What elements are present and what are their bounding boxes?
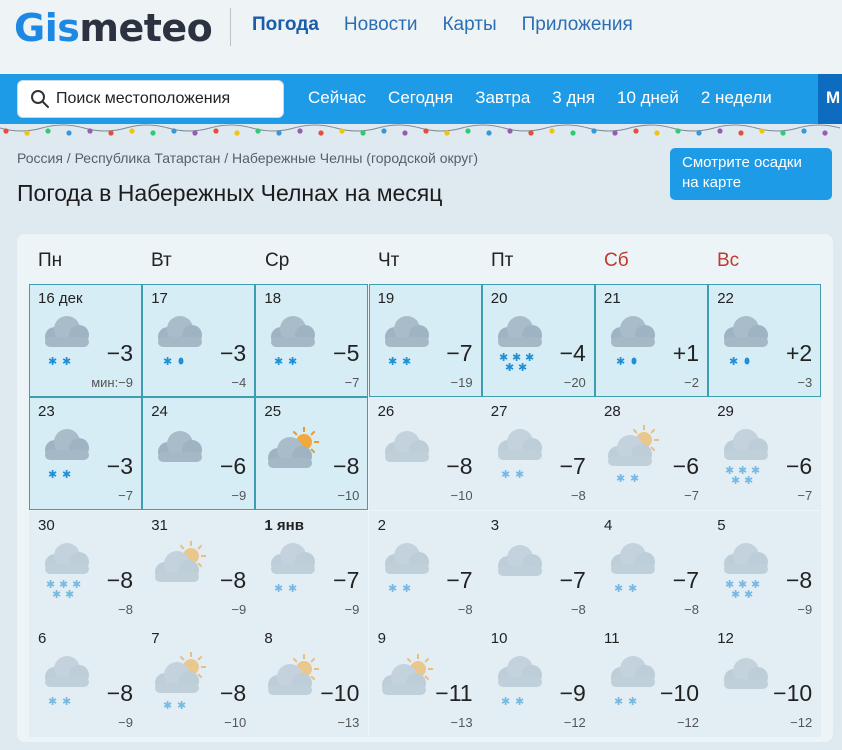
nav-weather-link[interactable]: Погода <box>252 14 319 35</box>
day-min-temp: −4 <box>231 375 247 390</box>
day-max-temp: −10 <box>773 679 813 706</box>
svg-text:✱: ✱ <box>177 698 187 712</box>
day-cell[interactable] <box>369 624 482 737</box>
day-cell[interactable] <box>708 511 821 624</box>
day-max-temp: −7 <box>559 453 586 480</box>
day-min-temp: −10 <box>450 488 473 504</box>
day-date: 11 <box>604 629 620 647</box>
day-cell[interactable] <box>595 624 708 737</box>
day-date: 16 дек <box>38 290 83 307</box>
svg-text:✱: ✱ <box>62 694 72 708</box>
partly-cloudy-snow-icon <box>147 647 213 717</box>
svg-text:✱: ✱ <box>751 577 761 591</box>
day-date: 28 <box>604 403 621 421</box>
cloud-heavy-snow-icon <box>34 534 100 604</box>
day-cell[interactable] <box>482 397 595 510</box>
day-cell[interactable] <box>708 397 821 510</box>
day-min-temp: −8 <box>570 488 586 504</box>
svg-text:✱: ✱ <box>744 474 754 488</box>
day-min-temp: −13 <box>337 714 360 730</box>
svg-text:✱: ✱ <box>614 581 624 595</box>
day-cell[interactable] <box>29 624 142 737</box>
svg-text:✱: ✱ <box>387 355 397 368</box>
day-min-temp: −7 <box>797 488 813 504</box>
day-cell[interactable] <box>255 624 368 737</box>
day-cell[interactable] <box>142 397 255 510</box>
svg-text:✱: ✱ <box>274 355 284 368</box>
svg-text:✱: ✱ <box>731 474 741 488</box>
day-date: 29 <box>717 403 734 421</box>
gismeteo-logo[interactable]: Gismeteo <box>14 6 213 50</box>
svg-text:✱: ✱ <box>514 468 525 482</box>
day-max-temp: −5 <box>333 340 360 366</box>
day-min-temp: −20 <box>563 375 586 390</box>
tab-10-days[interactable]: 10 дней <box>616 88 679 107</box>
day-max-temp: −10 <box>320 679 360 706</box>
day-date: 30 <box>38 516 55 534</box>
cloud-icon <box>487 534 553 604</box>
day-cell[interactable] <box>255 397 368 510</box>
cloud-sleet-icon <box>713 307 779 377</box>
search-input[interactable] <box>56 90 276 108</box>
day-max-temp: −6 <box>219 453 247 480</box>
tab-today[interactable]: Сегодня <box>388 88 454 107</box>
day-date: 19 <box>377 290 395 307</box>
day-max-temp: −9 <box>559 679 586 706</box>
day-date: 23 <box>38 403 55 421</box>
day-min-temp: −12 <box>790 714 813 730</box>
nav-news-link[interactable]: Новости <box>343 14 418 35</box>
tab-tomorrow[interactable]: Завтра <box>475 88 531 107</box>
partly-cloudy-snow-icon <box>600 420 666 490</box>
day-max-temp: +2 <box>785 340 813 366</box>
svg-text:✱: ✱ <box>630 472 640 486</box>
svg-text:✱: ✱ <box>72 577 82 591</box>
holiday-lights-decoration <box>0 124 842 138</box>
partly-cloudy-icon <box>147 534 213 604</box>
cloud-sleet-icon <box>600 307 666 377</box>
cloud-icon <box>374 420 440 490</box>
svg-text:✱: ✱ <box>52 587 62 601</box>
svg-text:✱: ✱ <box>517 361 528 374</box>
cloud-sleet-icon <box>147 307 213 377</box>
day-max-temp: −7 <box>672 566 699 593</box>
weekday-sat: Сб <box>604 250 629 271</box>
cloud-snow-icon <box>34 420 100 490</box>
svg-text:✱: ✱ <box>500 468 511 482</box>
day-date: 4 <box>604 516 613 534</box>
day-min-temp: −7 <box>344 375 360 390</box>
day-min-temp: −8 <box>684 601 699 617</box>
svg-text:✱: ✱ <box>274 581 284 595</box>
day-min-temp: −8 <box>570 601 586 617</box>
svg-text:✱: ✱ <box>514 694 525 708</box>
svg-text:✱: ✱ <box>59 577 69 591</box>
day-cell[interactable] <box>255 284 368 397</box>
day-min-temp: −10 <box>224 714 247 730</box>
day-min-temp: −13 <box>450 714 473 730</box>
day-max-temp: −8 <box>106 566 133 593</box>
day-cell[interactable] <box>29 511 142 624</box>
day-date: 17 <box>151 290 168 307</box>
weekday-wed: Ср <box>265 250 290 271</box>
svg-text:✱: ✱ <box>738 577 748 591</box>
svg-text:✱: ✱ <box>729 355 739 368</box>
cloud-heavy-snow-icon <box>713 534 779 604</box>
day-date: 7 <box>151 629 160 647</box>
partly-cloudy-icon <box>374 647 440 717</box>
svg-text:✱: ✱ <box>500 694 511 708</box>
svg-text:✱: ✱ <box>401 355 411 368</box>
day-date: 1 янв <box>264 516 304 534</box>
day-cell[interactable] <box>29 284 142 397</box>
day-min-temp: −8 <box>457 601 473 617</box>
day-cell[interactable] <box>595 397 708 510</box>
day-max-temp: −4 <box>559 340 586 366</box>
day-cell[interactable] <box>708 284 821 397</box>
search-icon <box>30 89 50 109</box>
day-max-temp: −3 <box>106 453 133 480</box>
site-header <box>0 0 842 74</box>
cloud-snow-icon <box>260 307 326 377</box>
day-cell[interactable] <box>369 397 482 510</box>
svg-text:✱: ✱ <box>725 464 735 478</box>
day-max-temp: −8 <box>785 566 813 593</box>
day-min-temp: −9 <box>231 601 247 617</box>
day-min-temp: −12 <box>563 714 586 730</box>
day-date: 9 <box>377 629 386 647</box>
day-min-temp: −9 <box>797 601 813 617</box>
day-max-temp: +1 <box>672 340 699 366</box>
day-date: 25 <box>264 403 282 421</box>
svg-text:✱: ✱ <box>163 355 173 368</box>
day-max-temp: −8 <box>446 453 473 480</box>
precipitation-map-button[interactable]: Смотрите осадки на карте <box>670 148 832 200</box>
day-min-temp: −9 <box>344 601 360 617</box>
day-cell[interactable] <box>142 511 255 624</box>
weekday-thu: Чт <box>378 250 400 271</box>
day-max-temp: −8 <box>219 679 247 706</box>
tab-month-active[interactable]: М <box>818 74 842 124</box>
location-search[interactable] <box>17 80 284 118</box>
svg-text:✱: ✱ <box>163 698 173 712</box>
day-cell[interactable] <box>142 624 255 737</box>
tab-3-days[interactable]: 3 дня <box>552 88 595 107</box>
day-min-temp: −19 <box>450 375 473 390</box>
cloud-snow-icon <box>374 307 440 377</box>
day-max-temp: −6 <box>785 453 813 480</box>
svg-text:✱: ✱ <box>288 581 298 595</box>
svg-text:✱: ✱ <box>614 694 624 708</box>
day-date: 22 <box>717 290 734 307</box>
nav-maps-link[interactable]: Карты <box>442 14 497 35</box>
day-date: 24 <box>151 403 168 421</box>
day-min-temp: −7 <box>684 488 699 504</box>
cloud-snow-icon <box>374 534 440 604</box>
day-date: 21 <box>604 290 621 307</box>
svg-text:✱: ✱ <box>744 587 754 601</box>
day-max-temp: −3 <box>219 340 247 366</box>
day-cell[interactable] <box>255 511 368 624</box>
day-min-temp: −3 <box>797 375 813 390</box>
day-max-temp: −7 <box>446 340 473 366</box>
day-min-temp: −2 <box>684 375 699 390</box>
svg-text:✱: ✱ <box>616 355 626 368</box>
cloud-snow-icon <box>600 647 666 717</box>
day-date: 31 <box>151 516 168 534</box>
day-date: 20 <box>490 290 508 307</box>
day-date: 10 <box>490 629 508 647</box>
day-cell[interactable] <box>708 624 821 737</box>
header-divider <box>230 8 231 46</box>
day-date: 12 <box>717 629 734 647</box>
day-cell[interactable] <box>595 511 708 624</box>
weekday-sun: Вс <box>717 250 740 271</box>
day-max-temp: −7 <box>446 566 473 593</box>
svg-text:✱: ✱ <box>751 464 761 478</box>
tab-2-weeks[interactable]: 2 недели <box>700 88 772 107</box>
day-date: 8 <box>264 629 273 647</box>
day-max-temp: −10 <box>659 679 699 706</box>
day-date: 5 <box>717 516 726 534</box>
day-date: 27 <box>490 403 508 421</box>
svg-text:✱: ✱ <box>504 361 515 374</box>
cloud-snow-icon <box>487 420 553 490</box>
day-min-temp: −12 <box>676 714 699 730</box>
day-max-temp: −7 <box>333 566 360 593</box>
day-date: 2 <box>377 516 386 534</box>
cloud-heavy-snow-icon <box>487 307 553 377</box>
svg-text:✱: ✱ <box>628 694 638 708</box>
svg-text:✱: ✱ <box>524 351 535 364</box>
tab-now[interactable]: Сейчас <box>308 88 367 107</box>
nav-apps-link[interactable]: Приложения <box>521 14 633 35</box>
day-cell[interactable] <box>369 511 482 624</box>
cloud-heavy-snow-icon <box>713 420 779 490</box>
day-cell[interactable] <box>482 511 595 624</box>
day-cell[interactable] <box>595 284 708 397</box>
day-date: 3 <box>490 516 500 534</box>
day-max-temp: −8 <box>106 679 133 706</box>
day-cell[interactable] <box>142 284 255 397</box>
svg-text:✱: ✱ <box>46 577 56 591</box>
svg-text:✱: ✱ <box>731 587 741 601</box>
period-tabs <box>308 88 772 108</box>
svg-text:✱: ✱ <box>65 587 75 601</box>
day-min-temp: −9 <box>231 488 247 504</box>
day-max-temp: −8 <box>333 453 360 480</box>
svg-text:✱: ✱ <box>725 577 735 591</box>
day-cell[interactable] <box>482 624 595 737</box>
cloud-snow-icon <box>600 534 666 604</box>
svg-text:✱: ✱ <box>628 581 638 595</box>
day-max-temp: −3 <box>106 340 133 366</box>
weekday-mon: Пн <box>38 250 63 271</box>
partly-cloudy-icon <box>260 647 326 717</box>
main-nav <box>252 14 633 36</box>
day-min-temp: −9 <box>118 714 133 730</box>
weekday-tue: Вт <box>151 250 172 271</box>
day-date: 6 <box>38 629 47 647</box>
cloud-icon <box>147 420 213 490</box>
cloud-snow-icon <box>260 534 326 604</box>
svg-text:✱: ✱ <box>511 351 522 364</box>
cloud-snow-icon <box>487 647 553 717</box>
partly-cloudy-icon <box>260 420 326 490</box>
weekday-fri: Пт <box>491 250 514 271</box>
day-date: 26 <box>377 403 395 421</box>
day-cell[interactable] <box>482 284 595 397</box>
svg-text:✱: ✱ <box>48 468 58 482</box>
cloud-icon <box>713 647 779 717</box>
day-cell[interactable] <box>29 397 142 510</box>
day-min-temp: мин:−9 <box>91 375 133 390</box>
svg-text:✱: ✱ <box>498 351 509 364</box>
day-date: 18 <box>264 290 282 307</box>
svg-text:✱: ✱ <box>48 355 58 368</box>
cloud-snow-icon <box>34 647 100 717</box>
day-min-temp: −7 <box>118 488 133 504</box>
svg-text:✱: ✱ <box>62 468 72 482</box>
page-title: Погода в Набережных Челнах на месяц <box>17 180 443 206</box>
day-max-temp: −6 <box>672 453 699 480</box>
day-min-temp: −10 <box>337 488 360 504</box>
day-cell[interactable] <box>369 284 482 397</box>
svg-text:✱: ✱ <box>401 581 411 595</box>
svg-text:✱: ✱ <box>288 355 298 368</box>
day-max-temp: −8 <box>219 566 247 593</box>
svg-text:✱: ✱ <box>387 581 397 595</box>
breadcrumb[interactable]: Россия / Республика Татарстан / Набережные Челны (городской округ) <box>17 150 479 166</box>
svg-text:✱: ✱ <box>62 355 72 368</box>
cloud-snow-icon <box>34 307 100 377</box>
svg-text:✱: ✱ <box>616 472 626 486</box>
day-max-temp: −11 <box>435 679 473 706</box>
day-min-temp: −8 <box>118 601 133 617</box>
svg-text:✱: ✱ <box>48 694 58 708</box>
svg-text:✱: ✱ <box>738 464 748 478</box>
day-max-temp: −7 <box>559 566 586 593</box>
